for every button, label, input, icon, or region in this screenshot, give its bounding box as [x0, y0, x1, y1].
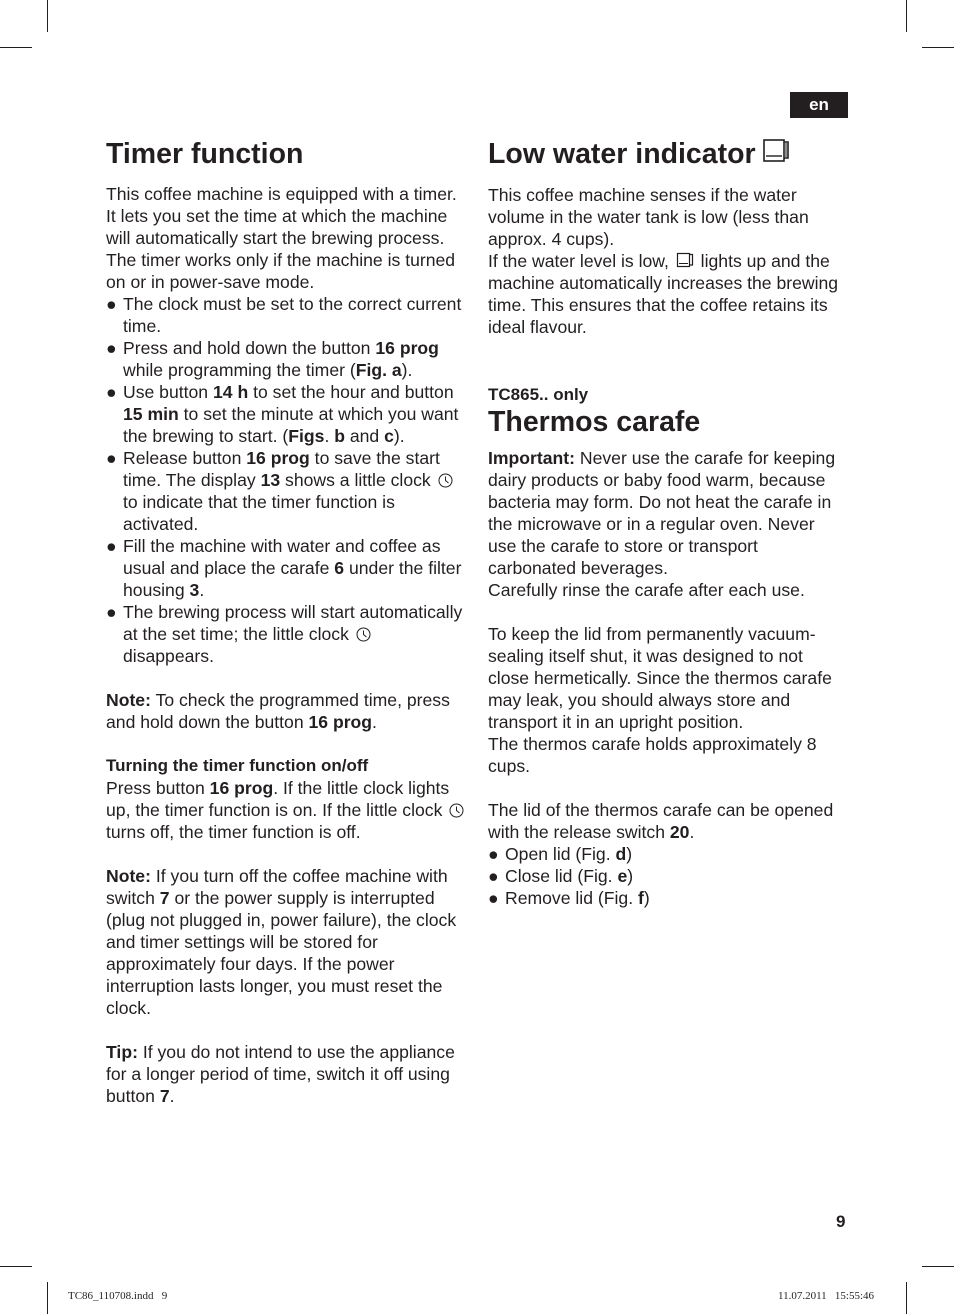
list-item	[106, 337, 468, 381]
language-tab: en	[790, 92, 848, 118]
important-label: Important:	[488, 448, 575, 468]
list-item-text: and	[344, 426, 385, 446]
note-text: or the power supply is interrupted (plug not plugged in, power failure), the clock and timer settings will be stored for approximately four days. If the power interruption lasts longer, you must reset the clock.	[106, 888, 457, 1018]
list-item	[106, 447, 468, 535]
list-item-text: to indicate that the timer function is activated.	[123, 492, 395, 534]
list-item-text: Use button	[123, 382, 213, 402]
figure-ref: b	[334, 426, 345, 446]
bullet: ●	[106, 602, 117, 622]
low-water-text-2	[488, 250, 846, 338]
list-item-text: disappears.	[123, 646, 214, 666]
crop-mark	[0, 1266, 32, 1267]
low-water-column	[488, 138, 846, 909]
timer-intro-2: It lets you set the time at which the machine will automatically start the brewing process. The timer works only if the machine is turned on or in power-save mode.	[106, 206, 456, 292]
crop-mark	[906, 0, 907, 32]
body-text: Press button	[106, 778, 210, 798]
button-ref: 16 prog	[209, 778, 274, 798]
part-ref: 20	[669, 822, 690, 842]
bullet: ●	[488, 888, 499, 908]
figure-ref: f	[637, 888, 644, 908]
part-ref: 7	[159, 888, 170, 908]
crop-mark	[906, 1282, 907, 1314]
release-switch-text	[488, 799, 846, 843]
part-ref: 6	[334, 558, 345, 578]
figure-ref: Fig. a	[355, 360, 402, 380]
button-ref: 16 prog	[246, 448, 310, 468]
list-item-text: .	[324, 426, 335, 446]
list-item-text: .	[199, 580, 205, 600]
list-item	[106, 293, 468, 337]
low-water-heading	[488, 138, 846, 171]
note-label: Note:	[106, 690, 151, 710]
clock-icon	[356, 627, 371, 642]
figure-ref: c	[384, 426, 394, 446]
list-item-text: Close lid (Fig.	[505, 866, 618, 886]
low-water-text-1: This coffee machine senses if the water volume in the water tank is low (less than approx. 4 cups).	[488, 185, 809, 249]
tip-text	[106, 1041, 468, 1107]
note-text: If you turn off the coffee machine with switch	[106, 866, 448, 908]
timer-function-column	[106, 138, 468, 1107]
tip-label: Tip:	[106, 1042, 138, 1062]
capacity-text: The thermos carafe holds approximately 8 cups.	[488, 734, 817, 776]
note-text: .	[372, 712, 377, 732]
list-item-text: to set the hour and button	[248, 382, 454, 402]
list-item-text: ).	[401, 360, 413, 380]
list-item-text: )	[626, 844, 633, 864]
button-ref: 16 prog	[375, 338, 439, 358]
crop-mark	[922, 1266, 954, 1267]
bullet: ●	[106, 294, 117, 314]
important-warning	[488, 447, 846, 579]
crop-mark	[47, 0, 48, 32]
bullet: ●	[488, 844, 499, 864]
body-text: .	[689, 822, 695, 842]
body-text: . If the little clock lights up, the timer function is on. If the little clock	[106, 778, 450, 820]
tip-body: .	[169, 1086, 175, 1106]
list-item-text: The clock must be set to the correct current time.	[123, 294, 462, 336]
clock-icon	[438, 473, 453, 488]
timer-intro-1: This coffee machine is equipped with a timer.	[106, 184, 457, 204]
heading-text: Low water indicator	[488, 138, 756, 170]
list-item-text: to set the minute at which you want the brewing to start. (	[123, 404, 459, 446]
note-programmed-time	[106, 689, 468, 733]
button-ref: 14 h	[212, 382, 249, 402]
warning-text: Never use the carafe for keeping dairy products or baby food warm, because bacteria may form. Do not heat the carafe in the microwave or in a regular oven. Never use the carafe to store or transport carbonated beverages.	[488, 448, 836, 578]
list-item	[488, 887, 846, 909]
timer-onoff-text	[106, 777, 468, 843]
water-tank-icon	[762, 138, 790, 171]
bullet: ●	[106, 536, 117, 556]
timer-steps-list	[106, 293, 468, 667]
list-item-text: Remove lid (Fig.	[505, 888, 638, 908]
list-item-text: shows a little clock	[280, 470, 436, 490]
list-item-text: Open lid (Fig.	[505, 844, 616, 864]
part-ref: 3	[189, 580, 200, 600]
list-item	[106, 535, 468, 601]
button-ref: 15 min	[123, 404, 179, 424]
crop-mark	[47, 1282, 48, 1314]
display-ref: 13	[260, 470, 281, 490]
list-item	[106, 381, 468, 447]
crop-mark	[0, 47, 32, 48]
print-slug-file: TC86_110708.indd 9	[68, 1290, 168, 1302]
list-item-text: under the filter housing	[123, 558, 462, 600]
body-text: If the water level is low,	[488, 251, 674, 271]
figure-ref: d	[615, 844, 627, 864]
bullet: ●	[488, 866, 499, 886]
print-slug-date: 11.07.2011 15:55:46	[778, 1290, 875, 1302]
rinse-text: Carefully rinse the carafe after each use.	[488, 580, 805, 600]
bullet: ●	[106, 338, 117, 358]
tip-body: If you do not intend to use the appliance for a longer period of time, switch it off using button	[106, 1042, 455, 1106]
figure-ref: e	[617, 866, 628, 886]
button-ref: 16 prog	[308, 712, 373, 732]
timer-onoff-subheading: Turning the timer function on/off	[106, 756, 369, 775]
model-tag: TC865.. only	[488, 385, 589, 404]
note-label: Note:	[106, 866, 151, 886]
timer-function-heading: Timer function	[106, 138, 304, 170]
list-item-text: The brewing process will start automatically at the set time; the little clock	[123, 602, 463, 644]
list-item	[488, 843, 846, 865]
lid-design-text: To keep the lid from permanently vacuum-sealing itself shut, it was designed to not close hermetically. Since the thermos carafe may leak, you should always store and transport it in an upright position.	[488, 624, 832, 732]
clock-icon	[449, 803, 464, 818]
water-tank-icon	[676, 252, 694, 269]
list-item-text: while programming the timer (	[123, 360, 356, 380]
body-text: turns off, the timer function is off.	[106, 822, 361, 842]
note-text: To check the programmed time, press and hold down the button	[106, 690, 450, 732]
list-item	[106, 601, 468, 667]
part-ref: 7	[159, 1086, 170, 1106]
body-text: lights up and the machine automatically increases the brewing time. This ensures that the coffee retains its ideal flavour.	[488, 251, 839, 337]
thermos-carafe-heading: Thermos carafe	[488, 406, 701, 438]
figure-ref: Figs	[288, 426, 325, 446]
note-power-off	[106, 865, 468, 1019]
list-item-text: ).	[393, 426, 405, 446]
list-item-text: Release button	[123, 448, 247, 468]
list-item-text: Fill the machine with water and coffee as usual and place the carafe	[123, 536, 441, 578]
page-number: 9	[836, 1212, 846, 1231]
lid-actions-list	[488, 843, 846, 909]
crop-mark	[922, 47, 954, 48]
list-item	[488, 865, 846, 887]
bullet: ●	[106, 448, 117, 468]
bullet: ●	[106, 382, 117, 402]
list-item-text: Press and hold down the button	[123, 338, 376, 358]
list-item-text: )	[627, 866, 634, 886]
list-item-text: )	[643, 888, 650, 908]
list-item-text: to save the start time. The display	[123, 448, 440, 490]
body-text: The lid of the thermos carafe can be opened with the release switch	[488, 800, 834, 842]
